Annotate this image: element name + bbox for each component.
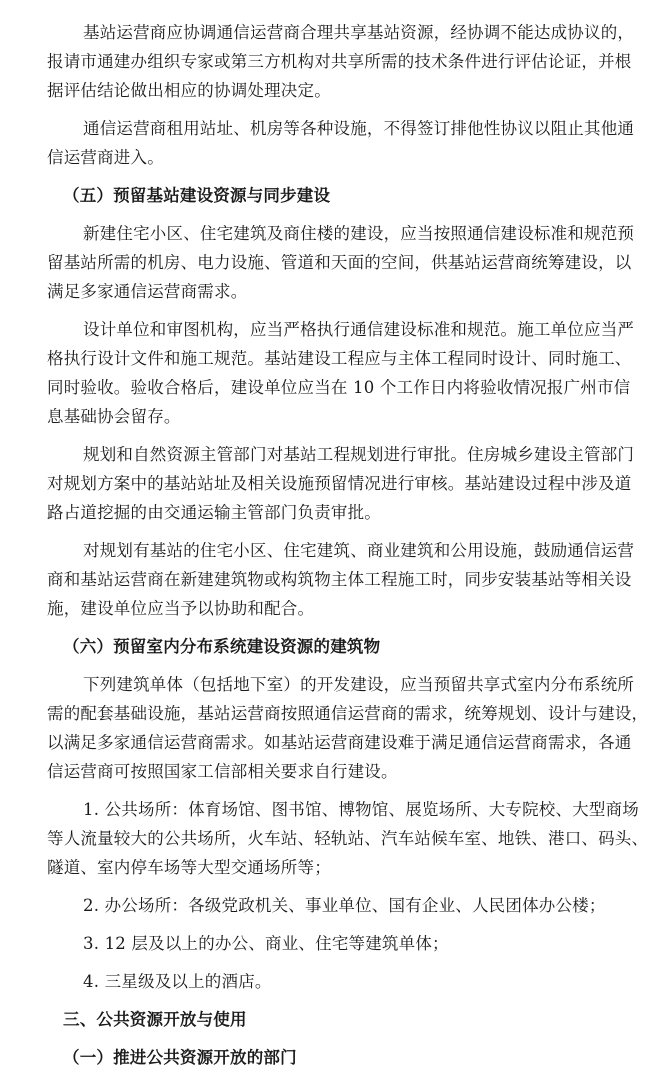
text-line: 新建住宅小区、住宅建筑及商住楼的建设，应当按照通信建设标准和规范预 bbox=[83, 224, 635, 243]
text-line: 规划和自然资源主管部门对基站工程规划进行审批。住房城乡建设主管部门 bbox=[83, 445, 635, 464]
heading-text: （六）预留室内分布系统建设资源的建筑物 bbox=[63, 637, 381, 656]
list-item bbox=[83, 967, 616, 996]
text-line: 息基础协会留存。 bbox=[47, 407, 181, 426]
text-line: 对规划方案中的基站站址及相关设施预留情况进行审核。基站建设过程中涉及道 bbox=[47, 474, 632, 493]
text-line: 路占道挖掘的由交通运输主管部门负责审批。 bbox=[47, 503, 381, 522]
text-line: 2. 办公场所：各级党政机关、事业单位、国有企业、人民团体办公楼； bbox=[83, 896, 606, 915]
text-line: 4. 三星级及以上的酒店。 bbox=[83, 972, 272, 991]
text-line: 通信运营商租用站址、机房等各种设施，不得签订排他性协议以阻止其他通 bbox=[83, 119, 635, 138]
paragraph bbox=[47, 114, 635, 172]
section-heading bbox=[63, 181, 616, 210]
paragraph bbox=[47, 670, 649, 786]
text-line: 基站运营商应协调通信运营商合理共享基站资源，经协调不能达成协议的， bbox=[83, 23, 635, 42]
paragraph bbox=[47, 536, 635, 623]
heading-text: 三、公共资源开放与使用 bbox=[63, 1010, 247, 1029]
text-line: 商和基站运营商在新建建筑物或构筑物主体工程施工时，同步安装基站等相关设 bbox=[47, 570, 632, 589]
list-item bbox=[83, 891, 616, 920]
text-line: 施，建设单位应当予以协助和配合。 bbox=[47, 599, 315, 618]
text-line: 信运营商可按照国家工信部相关要求自行建设。 bbox=[47, 762, 398, 781]
text-line: 据评估结论做出相应的协调处理决定。 bbox=[47, 81, 331, 100]
text-line: 设计单位和审图机构，应当严格执行通信建设标准和规范。施工单位应当严 bbox=[83, 320, 635, 339]
text-line: 3. 12 层及以上的办公、商业、住宅等建筑单体； bbox=[83, 934, 449, 953]
text-line: 对规划有基站的住宅小区、住宅建筑、商业建筑和公用设施，鼓励通信运营 bbox=[83, 541, 635, 560]
text-line: 需的配套基础设施，基站运营商按照通信运营商的需求，统筹规划、设计与建设， bbox=[47, 704, 649, 723]
text-line: 等人流量较大的公共场所，火车站、轻轨站、汽车站候车室、地铁、港口、码头、 bbox=[47, 829, 649, 848]
text-line: 以满足多家通信运营商需求。如基站运营商建设难于满足通信运营商需求，各通 bbox=[47, 733, 632, 752]
section-heading bbox=[63, 632, 616, 661]
text-line: 1. 公共场所：体育场馆、图书馆、博物馆、展览场所、大专院校、大型商场 bbox=[83, 800, 639, 819]
paragraph bbox=[47, 219, 635, 306]
section-heading bbox=[63, 1005, 616, 1034]
section-heading bbox=[63, 1043, 616, 1072]
text-line: 下列建筑单体（包括地下室）的开发建设，应当预留共享式室内分布系统所 bbox=[83, 675, 635, 694]
heading-text: （五）预留基站建设资源与同步建设 bbox=[63, 186, 331, 205]
text-line: 留基站所需的机房、电力设施、管道和天面的空间，供基站运营商统筹建设，以 bbox=[47, 253, 632, 272]
text-line: 满足多家通信运营商需求。 bbox=[47, 282, 248, 301]
heading-text: （一）推进公共资源开放的部门 bbox=[63, 1048, 297, 1067]
text-line: 信运营商进入。 bbox=[47, 148, 164, 167]
paragraph bbox=[47, 18, 635, 105]
paragraph bbox=[47, 315, 635, 431]
paragraph bbox=[47, 440, 635, 527]
text-line: 报请市通建办组织专家或第三方机构对共享所需的技术条件进行评估论证，并根 bbox=[47, 52, 632, 71]
list-item bbox=[83, 929, 616, 958]
text-line: 格执行设计文件和施工规范。基站建设工程应与主体工程同时设计、同时施工、 bbox=[47, 349, 632, 368]
text-line: 同时验收。验收合格后，建设单位应当在 10 个工作日内将验收情况报广州市信 bbox=[47, 378, 631, 397]
text-line: 隧道、室内停车场等大型交通场所等； bbox=[47, 858, 331, 877]
list-item bbox=[47, 795, 649, 882]
